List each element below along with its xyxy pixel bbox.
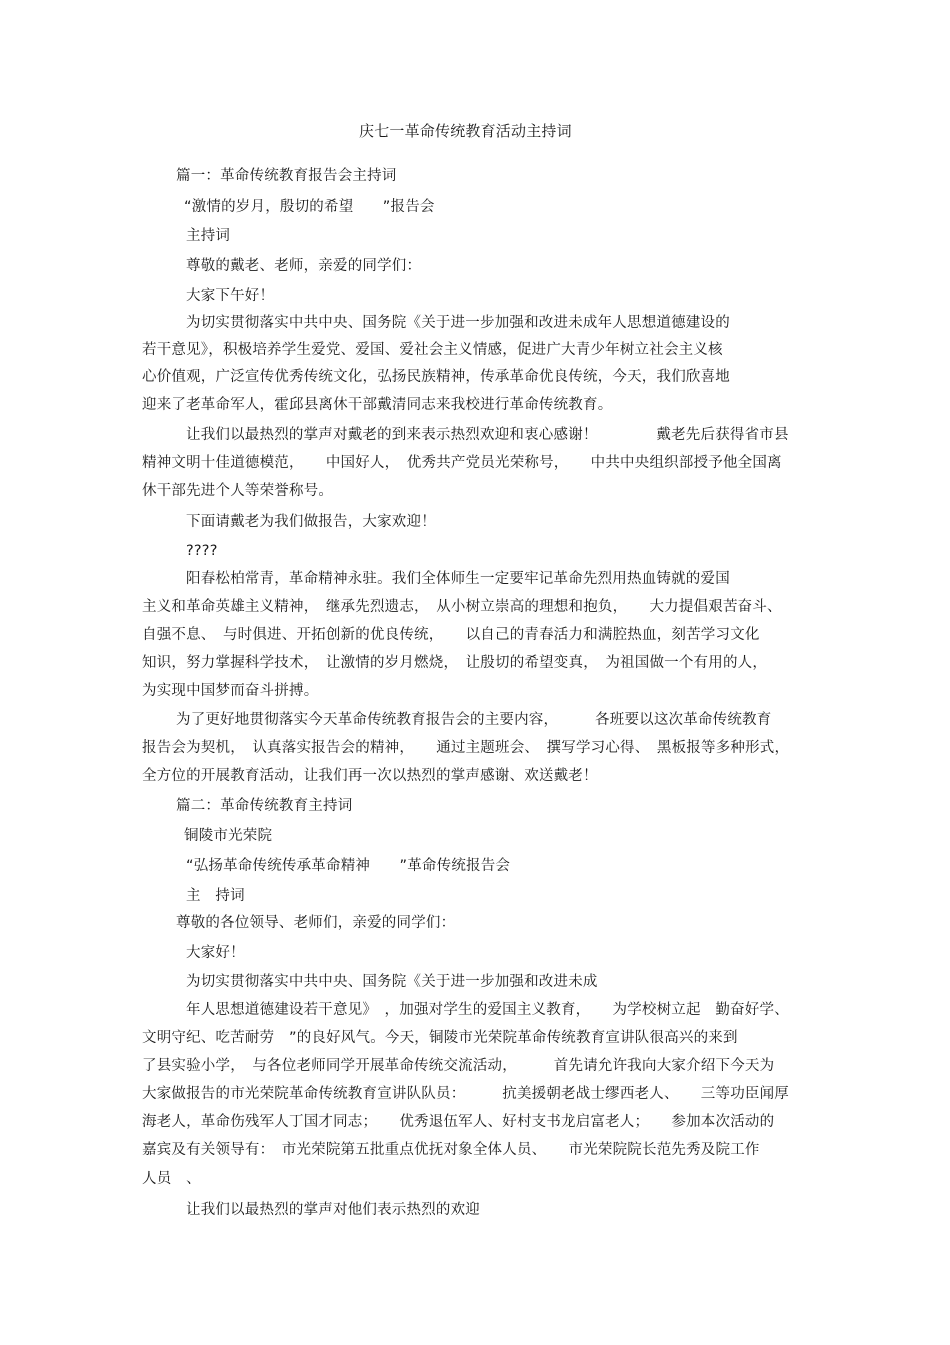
paragraph-line: 文明守纪、吃苦耐劳 ”的良好风气。今天，铜陵市光荣院革命传统教育宣讲队很高兴的来到 (142, 1030, 738, 1046)
text-line: 主 持词 (186, 888, 245, 904)
event-name-2: “弘扬革命传统传承革命精神 ”革命传统报告会 (186, 858, 511, 874)
paragraph-line: 海老人，革命伤残军人丁国才同志； 优秀退伍军人、好村支书龙启富老人； 参加本次活动的 (142, 1114, 775, 1130)
greeting-line: 大家好！ (186, 945, 245, 961)
greeting-line: 尊敬的各位领导、老师们，亲爱的同学们： (176, 915, 456, 931)
paragraph-line: 大家做报告的市光荣院革命传统教育宣讲队队员： 抗美援朝老战士缪西老人、 三等功臣闻厚 (142, 1086, 789, 1102)
greeting-line: 大家下午好！ (186, 288, 275, 304)
greeting-line: 尊敬的戴老、老师，亲爱的同学们： (186, 258, 422, 274)
paragraph-line: 嘉宾及有关领导有： 市光荣院第五批重点优抚对象全体人员、 市光荣院院长范先秀及院工作 (142, 1142, 760, 1158)
paragraph-line: 全方位的开展教育活动，让我们再一次以热烈的掌声感谢、欢送戴老！ (142, 768, 598, 784)
paragraph-line: 知识，努力掌握科学技术， 让激情的岁月燃烧， 让殷切的希望变真， 为祖国做一个有用的人， (142, 655, 768, 671)
paragraph-line: 人员 、 (142, 1171, 201, 1187)
paragraph-line: 心价值观，广泛宣传优秀传统文化，弘扬民族精神，传承革命优良传统，今天，我们欣喜地 (142, 369, 730, 385)
paragraph-line: 迎来了老革命军人，霍邱县离休干部戴清同志来我校进行革命传统教育。 (142, 397, 613, 413)
paragraph-line: 休干部先进个人等荣誉称号。 (142, 483, 334, 499)
paragraph-line: 主义和革命英雄主义精神， 继承先烈遗志， 从小树立崇高的理想和抱负， 大力提倡艰苦奋斗、 (142, 599, 782, 615)
text-line: 主持词 (186, 228, 231, 244)
paragraph-line: 让我们以最热烈的掌声对他们表示热烈的欢迎 (186, 1202, 480, 1218)
document-title: 庆七一革命传统教育活动主持词 (359, 122, 572, 140)
section-heading-1: 篇一：革命传统教育报告会主持词 (176, 168, 397, 184)
paragraph-line: 阳春松柏常青，革命精神永驻。我们全体师生一定要牢记革命先烈用热血铸就的爱国 (186, 571, 730, 587)
paragraph-line: 让我们以最热烈的掌声对戴老的到来表示热烈欢迎和衷心感谢！ 戴老先后获得省市县 (186, 427, 789, 443)
section-heading-2: 篇二：革命传统教育主持词 (176, 798, 353, 814)
paragraph-line: 若干意见》，积极培养学生爱党、爱国、爱社会主义情感，促进广大青少年树立社会主义核 (142, 342, 723, 358)
paragraph-line: 为切实贯彻落实中共中央、国务院《关于进一步加强和改进未成年人思想道德建设的 (186, 315, 730, 331)
text-line: 铜陵市光荣院 (184, 828, 273, 844)
paragraph-line: 为了更好地贯彻落实今天革命传统教育报告会的主要内容， 各班要以这次革命传统教育 (176, 712, 772, 728)
paragraph-line: 为切实贯彻落实中共中央、国务院《关于进一步加强和改进未成 (186, 974, 598, 990)
event-name-1: “激情的岁月，殷切的希望 ”报告会 (184, 199, 435, 215)
text-line: ???? (186, 543, 218, 559)
paragraph-line: 下面请戴老为我们做报告，大家欢迎！ (186, 514, 436, 530)
paragraph-line: 报告会为契机， 认真落实报告会的精神， 通过主题班会、 撰写学习心得、 黑板报等多种形式， (142, 740, 790, 756)
paragraph-line: 自强不息、 与时俱进、开拓创新的优良传统， 以自己的青春活力和满腔热血，刻苦学习文化 (142, 627, 760, 643)
paragraph-line: 年人思想道德建设若干意见》 ，加强对学生的爱国主义教育， 为学校树立起 勤奋好学、 (186, 1002, 789, 1018)
paragraph-line: 了县实验小学， 与各位老师同学开展革命传统交流活动， 首先请允许我向大家介绍下今天为 (142, 1058, 775, 1074)
paragraph-line: 精神文明十佳道德模范， 中国好人， 优秀共产党员光荣称号， 中共中央组织部授予他全国离 (142, 455, 782, 471)
paragraph-line: 为实现中国梦而奋斗拼搏。 (142, 683, 319, 699)
